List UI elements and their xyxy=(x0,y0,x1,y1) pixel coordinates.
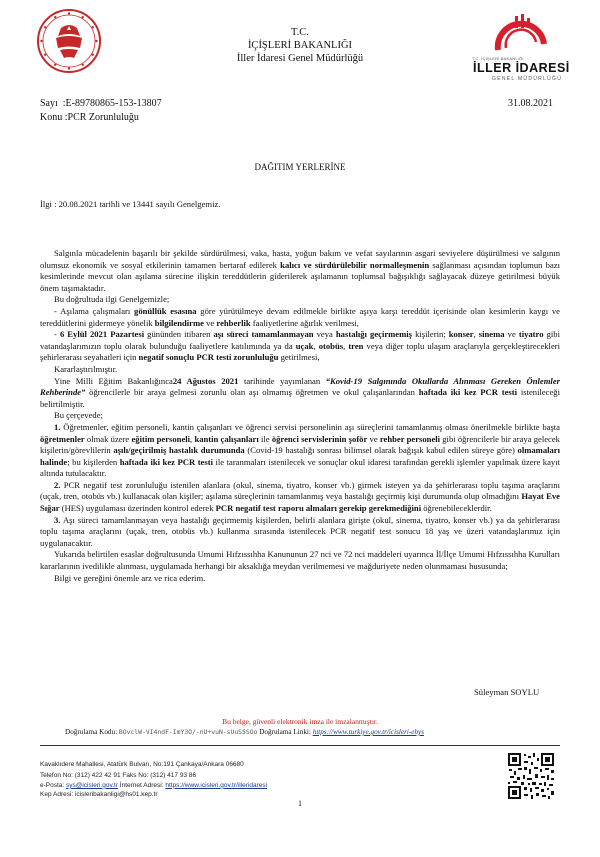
verification-code-label: Doğrulama Kodu: xyxy=(65,728,119,736)
paragraph: Kararlaştırılmıştır. xyxy=(54,363,118,374)
sayi-line xyxy=(40,97,162,111)
footer-email-link[interactable]: sys@icisleri.gov.tr xyxy=(66,781,118,789)
ilgi-line: İlgi : 20.08.2021 tarihli ve 13441 sayılı Genelgemiz. xyxy=(40,199,221,209)
verification-line xyxy=(65,728,424,736)
paragraph: Salgınla mücadelenin başarılı bir şekilde sürdürülmesi, vaka, hasta, yoğun bakım ve vefat sayılarının asgari seviyelere düşürülmesi ve salgının olumsuz ekonomik ve sosyal etkilerinin tamamen bertaraf edilerek kalıcı ve sürdürülebilir normalleşmenin sağlanması açısından toplumun bazı kesimlerinde mevcut olan aşılama sürecine ilişkin tereddütlerin giderilerek aşılamanın toplumsal bağışıklığı sağlayacak düzeye getirilmesi büyük önem taşımaktadır. xyxy=(40,248,560,293)
paragraph: Yine Milli Eğitim Bakanlığınca24 Ağustos 2021 tarihinde yayımlanan “Kovid-19 Salgınında Okullarda Alınması Gereken Önlemler Rehberinde” öğrencilerle bir araya gelmesi zorunlu olan aşı olmamış öğretmen ve okul çalışanlarından haftada iki kez PCR testi istenileceği belirtilmiştir. xyxy=(40,375,560,409)
verification-link-label: Doğrulama Linki: xyxy=(257,728,313,736)
footer-email-web xyxy=(40,781,480,790)
footer-kep: Kep Adresi: icisleribakanligi@hs01.kep.tr xyxy=(40,791,158,799)
ministry-emblem xyxy=(36,8,102,74)
paragraph: - 6 Eylül 2021 Pazartesi gününden itibaren aşı süreci tamamlanmayan veya hastalığı geçirmemiş kişilerin; konser, sinema ve tiyatro gibi vatandaşlarımızın toplu olarak bulunduğu faaliyetlere katılımında ya da uçak, otobüs, tren veya diğer toplu ulaşım araçlarıyla gerçekleştirecekleri şehirlerarası seyahatleri için negatif sonuçlu PCR testi zorunluluğu getirilmesi, xyxy=(40,329,561,363)
paragraph: Bilgi ve gereğini önemle arz ve rica ederim. xyxy=(54,572,206,583)
logo-main-text: İLLER İDARESİ xyxy=(473,61,570,75)
footer-web-label: İnternet Adresi: xyxy=(118,781,166,789)
paragraph: 1. Öğretmenler, eğitim personeli, kantin çalışanları ve öğrenci servisi personelinin aşı süreçlerini tamamlanmış olması önerilmekle birlikte başta öğretmenler olmak üzere eğitim personeli, kantin çalışanları ile öğrenci servislerinin şoför ve rehber personeli gibi öğrencilerle bir araya gelecek kişilerin/görevlilerin aşılı/geçirilmiş hastalık durumunda (Covid-19 hastalığı sonrası bilimsel olarak bağışık kabul edilen süreye göre) olmamaları halinde; bu kişilerden haftada iki kez PCR testi ile taranmaları istenilecek ve sonuçlar okul idaresi tarafından gerekli işlemler yapılmak üzere kayıt altında tutulacaktır. xyxy=(40,421,560,479)
logo-sub-text: GENEL MÜDÜRLÜĞÜ xyxy=(492,76,563,82)
sayi-label: Sayı xyxy=(40,98,58,109)
iller-idaresi-logo xyxy=(470,6,570,86)
paragraph: - Aşılama çalışmaları gönüllük esasına göre yürütülmeye devam edilmekle birlikte aşıya karşı tereddüt içerisinde olan kesimlerin kaygı ve tereddütlerini gidermeye yönelik bilgilendirme ve rehberlik faaliyetlerine ağırlık verilmesi, xyxy=(40,305,560,328)
letter-body xyxy=(40,248,560,584)
konu-line xyxy=(40,111,139,125)
konu-label: Konu xyxy=(40,112,63,123)
document-header xyxy=(150,26,450,65)
page-number: 1 xyxy=(298,799,302,808)
logo-arc-icon xyxy=(470,6,570,56)
signatory-name: Süleyman SOYLU xyxy=(474,687,540,697)
paragraph: 2. PCR negatif test zorunluluğu istenilen alanlara (okul, sinema, tiyatro, konser vb.) girmek isteyen ya da şehirlerarası toplu taşıma araçlarını (uçak, tren, otobüs vb.) kullanacak olan kişiler; aşılama süreçlerinin tamamlanmış veya hastalığı geçirmiş kişi durumunda olup olmadığını Hayat Eve Sığar (HES) uygulaması üzerinden kontrol ederek PCR negatif test raporu almaları gerekip gerekmediğini öğrenebileceklerdir. xyxy=(40,479,560,514)
footer-address: Kavaklıdere Mahallesi, Atatürk Bulvarı, No:191 Çankaya/Ankara 06680 xyxy=(40,761,244,768)
paragraph: Bu doğrultuda ilgi Genelgemizle; xyxy=(54,294,170,305)
header-line-directorate: İller İdaresi Genel Müdürlüğü xyxy=(236,53,364,64)
paragraph: Yukarıda belirtilen esaslar doğrultusunda Umumi Hıfzıssıhha Kanununun 27 nci ve 72 nci maddeleri uyarınca İl/İlçe Umumi Hıfzıssıhha Kurulları kararlarının ivedilikle alınması, uygulamada herhangi bir aksaklığa meydan verilmemesi ve mağduriyete neden olunmaması hususunda; xyxy=(40,549,560,572)
qr-code-icon xyxy=(508,753,554,799)
verification-code: BOvclW-VI4ndF-ImY3O/-nU+vuN-sUuS5SOo xyxy=(118,728,258,736)
konu-value: :PCR Zorunluluğu xyxy=(64,112,139,123)
footer-divider xyxy=(40,745,560,746)
header-line-ministry: İÇİŞLERİ BAKANLIĞI xyxy=(247,40,353,51)
paragraph: 3. Aşı süreci tamamlanmayan veya hastalığı geçirmemiş kişilerden, belirli alanlara girişte (okul, sinema, tiyatro, konser vb.) ya da şehirlerarası toplu taşıma araçlarını (uçak, tren, otobüs vb.) kullanma sırasında istenilecek PCR negatif test sonucu 18 yaş ve üzeri vatandaşlarımız için uygulanacaktır. xyxy=(40,514,560,548)
esign-notice: Bu belge, güvenli elektronik imza ile imzalanmıştır. xyxy=(222,717,378,726)
footer-contact xyxy=(40,760,480,800)
header-line-tc: T.C. xyxy=(291,27,309,38)
verification-link[interactable]: https://www.turkiye.gov.tr/icisleri-ebys xyxy=(312,728,425,736)
logo-small-text: T.C. İÇİŞLERİ BAKANLIĞI xyxy=(472,56,524,61)
paragraph: Bu çerçevede; xyxy=(54,410,103,421)
footer-phone: Telefon No: (312) 422 42 91 Faks No: (312) 417 93 86 xyxy=(40,772,197,780)
recipient: DAĞITIM YERLERİNE xyxy=(254,162,346,172)
footer-email-label: e-Posta: xyxy=(40,781,67,789)
sayi-value: :E-89780865-153-13807 xyxy=(62,98,162,109)
footer-web-link[interactable]: https://www.icisleri.gov.tr/illeridaresi xyxy=(165,781,268,789)
document-date: 31.08.2021 xyxy=(508,98,553,109)
